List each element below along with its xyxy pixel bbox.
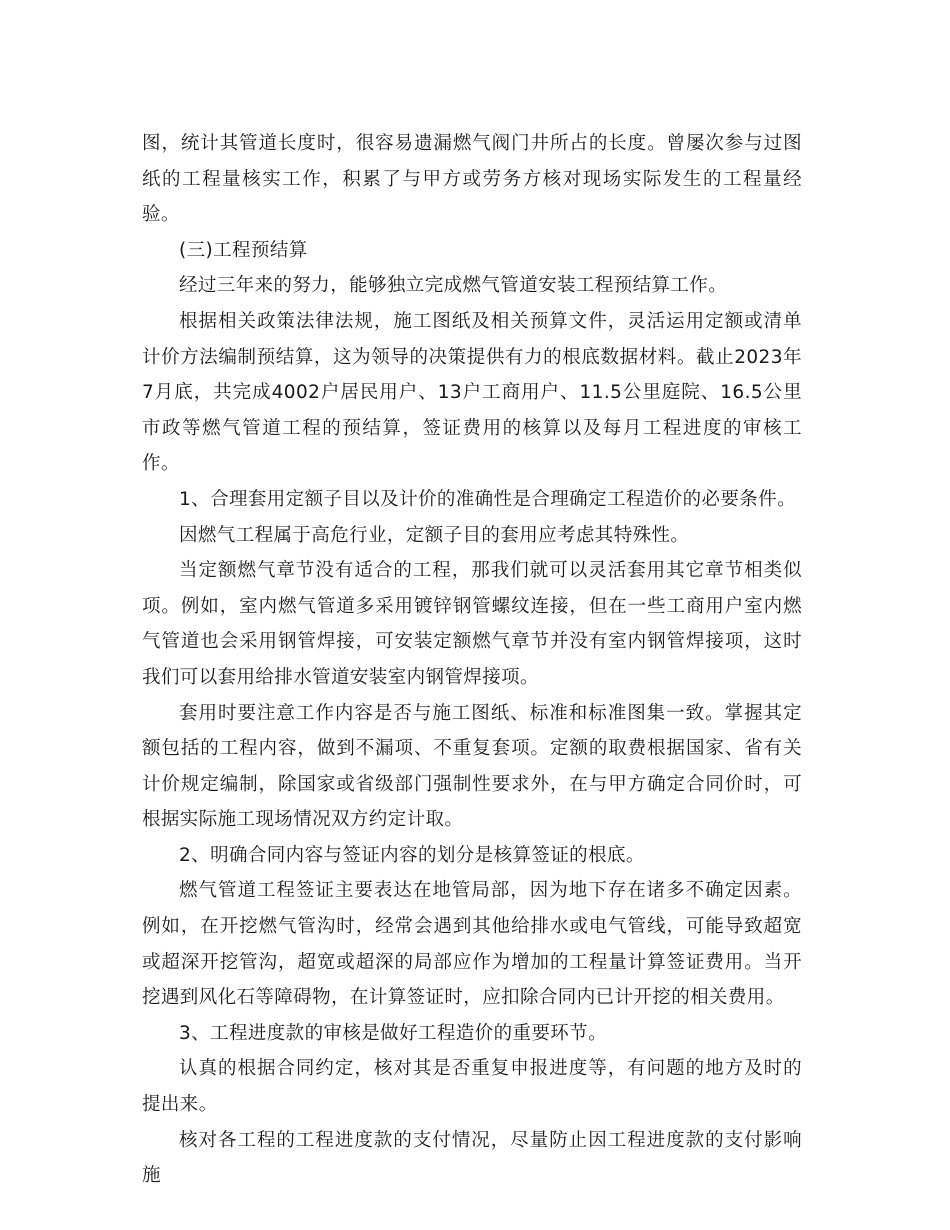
paragraph: 根据相关政策法律法规，施工图纸及相关预算文件，灵活运用定额或清单计价方法编制预结算，这为领导的决策提供有力的根底数据材料。截止2023年7月底，共完成4002户居民用户、13户工商用户、11.5公里庭院、16.5公里市政等燃气管道工程的预结算，签证费用的核算以及每月工程进度的审核工作。	[142, 310, 802, 475]
paragraph: 图，统计其管道长度时，很容易遗漏燃气阀门井所占的长度。曾屡次参与过图纸的工程量核实工作，积累了与甲方或劳务方核对现场实际发生的工程量经验。	[142, 133, 802, 226]
numbered-point-heading: 2、明确合同内容与签证内容的划分是核算签证的根底。	[179, 844, 645, 866]
paragraph: 因燃气工程属于高危行业，定额子目的套用应考虑其特殊性。	[179, 524, 690, 546]
paragraph: 燃气管道工程签证主要表达在地管局部，因为地下存在诸多不确定因素。例如，在开挖燃气管沟时，经常会遇到其他给排水或电气管线，可能导致超宽或超深开挖管沟，超宽或超深的局部应作为增加的工程量计算签证费用。当开挖遇到风化石等障碍物，在计算签证时，应扣除合同内已计开挖的相关费用。	[142, 880, 802, 1009]
paragraph: 经过三年来的努力，能够独立完成燃气管道安装工程预结算工作。	[179, 275, 728, 297]
section-heading: (三)工程预结算	[179, 239, 308, 261]
numbered-point-heading: 3、工程进度款的审核是做好工程造价的重要环节。	[179, 1022, 607, 1044]
document-body	[142, 126, 802, 1194]
paragraph: 认真的根据合同约定，核对其是否重复申报进度等，有问题的地方及时的提出来。	[142, 1058, 802, 1116]
paragraph: 套用时要注意工作内容是否与施工图纸、标准和标准图集一致。掌握其定额包括的工程内容，做到不漏项、不重复套项。定额的取费根据国家、省有关计价规定编制，除国家或省级部门强制性要求外，在与甲方确定合同价时，可根据实际施工现场情况双方约定计取。	[142, 702, 802, 831]
paragraph: 当定额燃气章节没有适合的工程，那我们就可以灵活套用其它章节相类似项。例如，室内燃气管道多采用镀锌钢管螺纹连接，但在一些工商用户室内燃气管道也会采用钢管焊接，可安装定额燃气章节并没有室内钢管焊接项，这时我们可以套用给排水管道安装室内钢管焊接项。	[142, 560, 802, 688]
paragraph: 核对各工程的工程进度款的支付情况，尽量防止因工程进度款的支付影响施	[142, 1129, 802, 1187]
numbered-point-heading: 1、合理套用定额子目以及计价的准确性是合理确定工程造价的必要条件。	[179, 488, 796, 510]
